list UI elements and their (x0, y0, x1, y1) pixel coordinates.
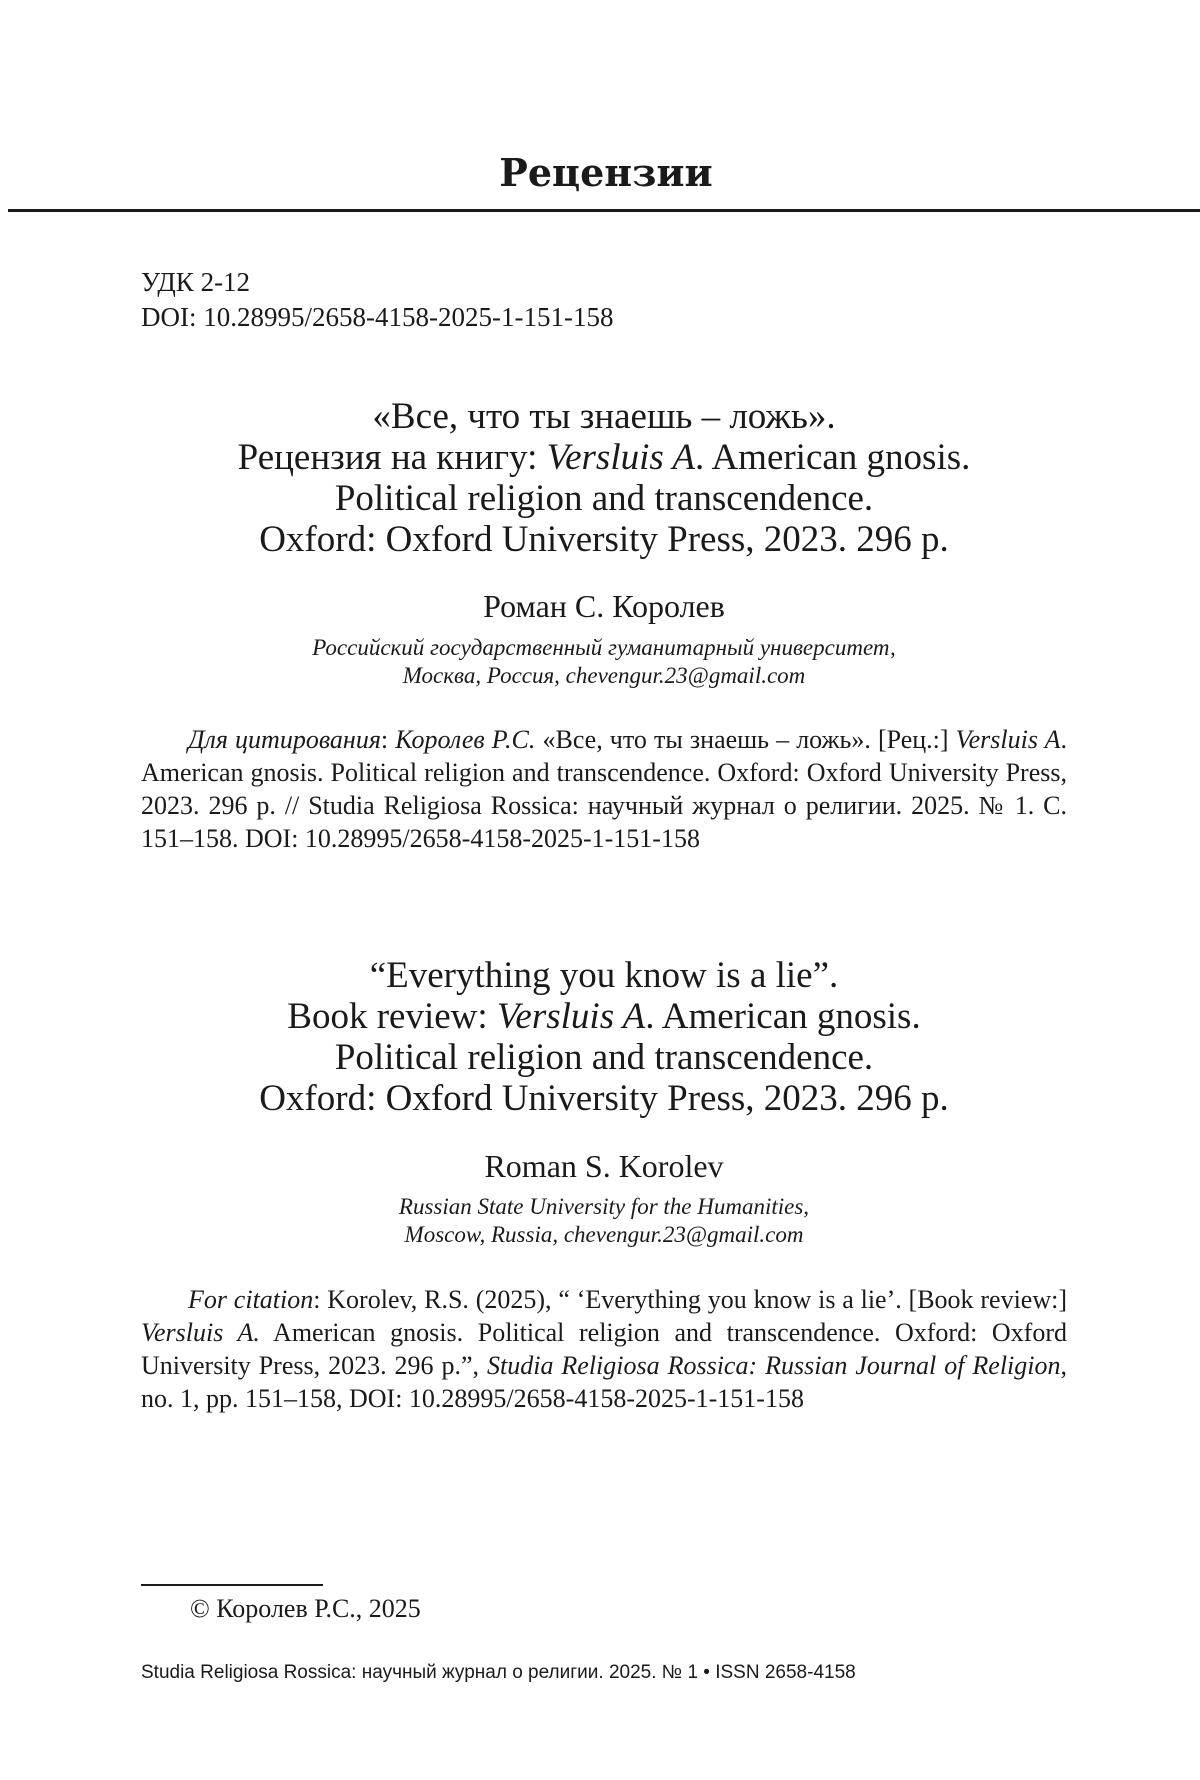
citation-en-journal: Studia Religiosa Rossica: Russian Journal of Religion (487, 1351, 1061, 1380)
footnote-divider (141, 1584, 323, 1586)
section-title: Рецензии (499, 150, 713, 195)
title-ru-line3: Political religion and transcendence. (334, 478, 874, 519)
citation-en-text3: , no. 1, pp. 151–158, DOI: 10.28995/2658-4158-2025-1-151-158 (141, 1351, 1067, 1413)
title-ru-suffix: . American gnosis. (694, 437, 971, 478)
citation-ru-colon: : (380, 725, 396, 754)
affiliation-en-line1: Russian State University for the Humanities, (398, 1194, 810, 1219)
author-ru: Роман С. Королев (483, 588, 725, 624)
title-ru-line4: Oxford: Oxford University Press, 2023. 296 p. (259, 519, 949, 560)
doi-line: DOI: 10.28995/2658-4158-2025-1-151-158 (141, 302, 614, 332)
title-en-book-author: Versluis A (496, 996, 646, 1037)
title-ru-line2 (141, 437, 1067, 478)
title-ru (141, 396, 1067, 560)
copyright-note: © Королев Р.С., 2025 (190, 1594, 421, 1623)
citation-en-text1: : Korolev, R.S. (2025), “ ‘Everything you know is a lie’. [Book review:] (313, 1285, 1067, 1314)
citation-ru-author: Королев Р.С. (395, 725, 536, 754)
title-en (141, 955, 1067, 1119)
udk-code: УДК 2-12 (141, 267, 251, 297)
affiliation-ru-line1: Российский государственный гуманитарный университет, (312, 635, 896, 660)
citation-ru-text2: . American gnosis. Political religion and transcendence. Oxford: Oxford University Press, 2023. 296 p. // Studia Religiosa Rossica: научный журнал о религии. 2025. № 1. С. 151–158. DOI: 10.28995/2658-4158-2025-1-151-158 (141, 725, 1067, 853)
citation-en-book-author: Versluis A. (141, 1318, 260, 1347)
title-en-line1: “Everything you know is a lie”. (369, 955, 839, 996)
affiliation-ru-line2: Москва, Россия, chevengur.23@gmail.com (402, 663, 806, 688)
header-divider (8, 209, 1200, 212)
title-en-line2 (141, 996, 1067, 1037)
affiliation-en (141, 1193, 1067, 1249)
citation-ru-book-author: Versluis A (955, 725, 1061, 754)
citation-en (141, 1283, 1067, 1415)
citation-en-label: For citation (188, 1285, 314, 1314)
citation-en-text2: American gnosis. Political religion and transcendence. Oxford: Oxford University Press, 2023. 296 p.”, (141, 1318, 1067, 1380)
affiliation-ru (141, 634, 1067, 690)
affiliation-en-line2: Moscow, Russia, chevengur.23@gmail.com (404, 1222, 804, 1247)
title-ru-prefix: Рецензия на книгу: (237, 437, 547, 478)
citation-ru-text1: «Все, что ты знаешь – ложь». [Рец.:] (535, 725, 956, 754)
title-ru-book-author: Versluis A (546, 437, 695, 478)
author-en: Roman S. Korolev (484, 1148, 724, 1184)
citation-ru-label: Для цитирования (188, 725, 381, 754)
title-ru-line1: «Все, что ты знаешь – ложь». (372, 396, 836, 437)
article-meta (141, 265, 613, 335)
page-footer: Studia Religiosa Rossica: научный журнал о религии. 2025. № 1 • ISSN 2658-4158 (141, 1662, 856, 1683)
title-en-prefix: Book review: (287, 996, 497, 1037)
citation-ru (141, 723, 1067, 855)
title-en-line3: Political religion and transcendence. (334, 1037, 874, 1078)
title-en-suffix: . American gnosis. (645, 996, 921, 1037)
title-en-line4: Oxford: Oxford University Press, 2023. 296 p. (259, 1078, 949, 1119)
